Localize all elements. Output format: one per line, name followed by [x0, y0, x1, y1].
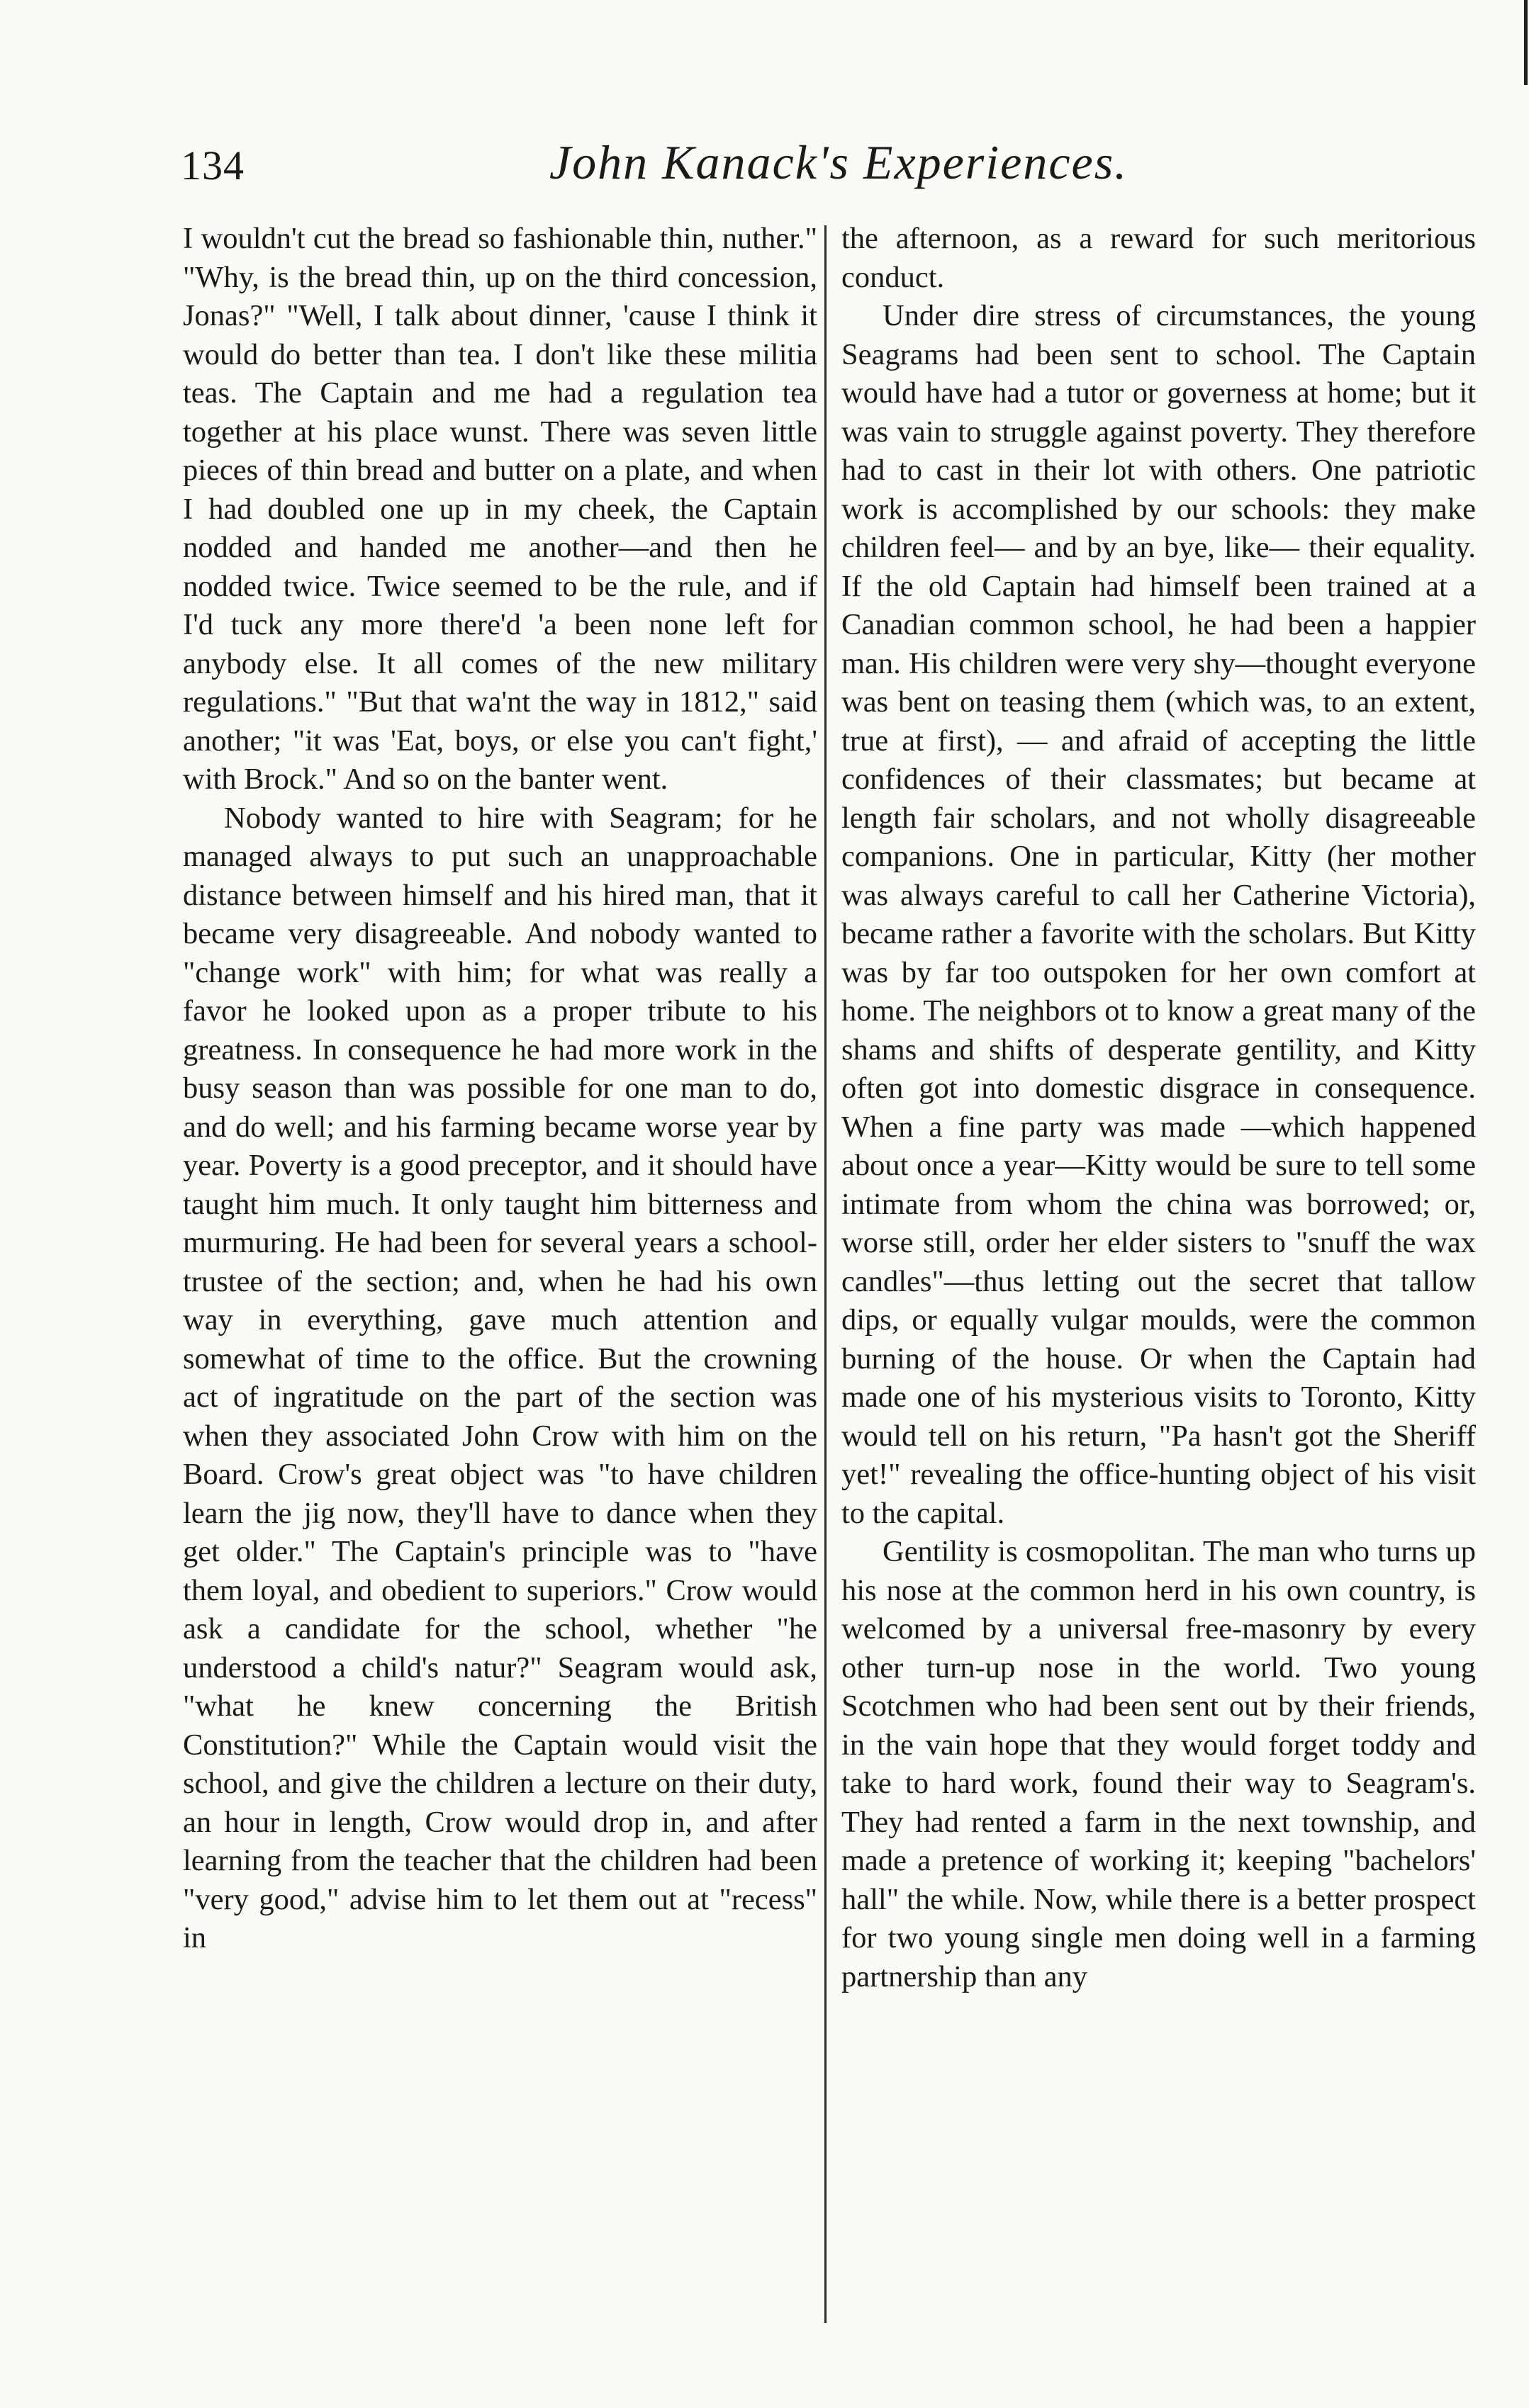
page-number: 134: [181, 142, 245, 189]
paragraph: the afternoon, as a reward for such meritorious conduct.: [841, 222, 1476, 294]
running-title: John Kanack's Experiences.: [549, 135, 1128, 189]
paragraph: I wouldn't cut the bread so fashionable thin, nuther." "Why, is the bread thin, up on the third concession, Jonas?" "Well, I talk about dinner, 'cause I think it would do better than tea. I don't like these militia teas. The Captain and me had a regulation tea together at his place wunst. There was seven little pieces of thin bread and butter on a plate, and when I had doubled one up in my cheek, the Captain nodded and handed me another—and then he nodded twice. Twice seemed to be the rule, and if I'd tuck any more there'd 'a been none left for anybody else. It all comes of the new military regulations." "But that wa'nt the way in 1812," said another; "it was 'Eat, boys, or else you can't fight,' with Brock." And so on the banter went.: [183, 222, 817, 796]
column-divider: [824, 225, 827, 2323]
page-edge-rule: [1524, 0, 1528, 85]
page-header: [181, 135, 1478, 213]
left-column: [183, 220, 817, 1958]
paragraph: Nobody wanted to hire with Seagram; for he managed always to put such an unapproachable distance between himself and his hired man, that it became very disagreeable. And nobody wanted to "change work" with him; for what was really a favor he looked upon as a proper tribute to his greatness. In consequence he had more work in the busy season than was possible for one man to do, and do well; and his farming became worse year by year. Poverty is a good preceptor, and it should have taught him much. It only taught him bitterness and murmuring. He had been for several years a school-trustee of the section; and, when he had his own way in everything, gave much attention and somewhat of time to the office. But the crowning act of ingratitude on the part of the section was when they associated John Crow with him on the Board. Crow's great object was "to have children learn the jig now, they'll have to dance when they get older." The Captain's principle was to "have them loyal, and obedient to superiors." Crow would ask a candidate for the school, whether "he understood a child's natur?" Seagram would ask, "what he knew concerning the British Constitution?" While the Captain would visit the school, and give the children a lecture on their duty, an hour in length, Crow would drop in, and after learning from the teacher that the children had been "very good," advise him to let them out at "recess" in: [183, 801, 817, 1954]
right-column: [841, 220, 1476, 1996]
paragraph: Under dire stress of circumstances, the young Seagrams had been sent to school. The Captain would have had a tutor or governess at home; but it was vain to struggle against poverty. They therefore had to cast in their lot with others. One patriotic work is accomplished by our schools: they make children feel— and by an bye, like— their equality. If the old Captain had himself been trained at a Canadian common school, he had been a happier man. His children were very shy—thought everyone was bent on teasing them (which was, to an extent, true at first), — and afraid of accepting the little confidences of their classmates; but became at length fair scholars, and not wholly disagreeable companions. One in particular, Kitty (her mother was always careful to call her Catherine Victoria), became rather a favorite with the scholars. But Kitty was by far too outspoken for her own comfort at home. The neighbors ot to know a great many of the shams and shifts of desperate gentility, and Kitty often got into domestic disgrace in consequence. When a fine party was made —which happened about once a year—Kitty would be sure to tell some intimate from whom the china was borrowed; or, worse still, order her elder sisters to "snuff the wax candles"—thus letting out the secret that tallow dips, or equally vulgar moulds, were the common burning of the house. Or when the Captain had made one of his mysterious visits to Toronto, Kitty would tell on his return, "Pa hasn't got the Sheriff yet!" revealing the office-hunting object of his visit to the capital.: [841, 299, 1476, 1530]
paragraph: Gentility is cosmopolitan. The man who turns up his nose at the common herd in his own country, is welcomed by a universal free-masonry by every other turn-up nose in the world. Two young Scotchmen who had been sent out by their friends, in the vain hope that they would forget toddy and take to hard work, found their way to Seagram's. They had rented a farm in the next township, and made a pretence of working it; keeping "bachelors' hall" the while. Now, while there is a better prospect for two young single men doing well in a farming partnership than any: [841, 1535, 1476, 1993]
